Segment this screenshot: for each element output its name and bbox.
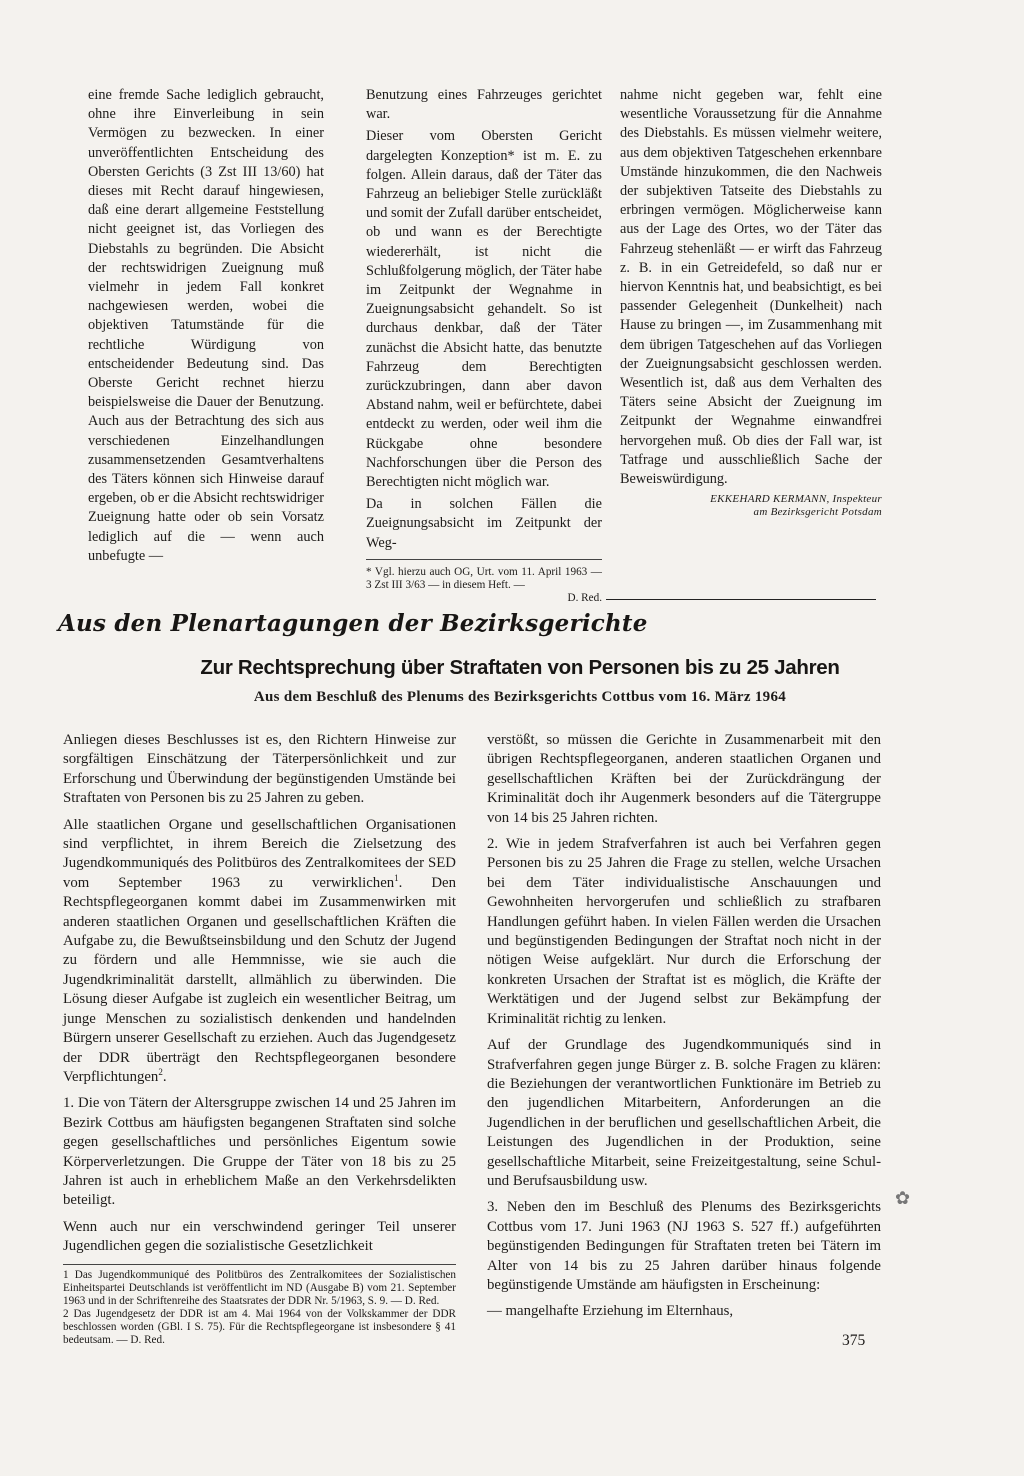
bottom-column-left [63, 731, 456, 1347]
footnote-editor-mark: D. Red. [567, 591, 602, 604]
footnotes [63, 1264, 456, 1347]
article-subtitle: Aus dem Beschluß des Plenums des Bezirksgerichts Cottbus vom 16. März 1964 [253, 689, 787, 705]
paragraph: 2. Wie in jedem Strafverfahren ist auch bei Verfahren gegen Personen bis zu 25 Jahren die Frage zu stellen, welche Ursachen bei dem Täter individualistische Anschauungen und Gewohnheiten hervorgerufen und schließlich zu strafbaren Handlungen geführt haben. In vielen Fällen werden die Ursachen und begünstigenden Bedingungen der Straftat noch nicht in der nötigen Weise aufgeklärt. Nur durch die Erforschung der konkreten Ursachen der Straftat ist es möglich, die Kräfte der Werktätigen und der Jugend selbst zur Bekämpfung der Kriminalität richtig zu lenken. [487, 836, 881, 1027]
article-title: Zur Rechtsprechung über Straftaten von Personen bis zu 25 Jahren [200, 656, 840, 679]
footnote-1: 1 Das Jugendkommuniqué des Politbüros des Zentralkomitees der Sozialistischen Einheitspartei Deutschlands ist veröffentlicht im ND (Ausgabe B) vom 21. September 1963 und in der Schriftenreihe des Staatsrates der DDR Nr. 5/1963, S. 9. — D. Red. [63, 1268, 456, 1307]
paragraph: nahme nicht gegeben war, fehlt eine wesentliche Voraussetzung für die Annahme des Diebstahls. Es müssen vielmehr weitere, aus dem objektiven Tatgeschehen erkennbare Umstände hinzukommen, die den Nachweis der subjektiven Tatseite des Diebstahls zu erbringen vermögen. Möglicherweise kann aus der Lage des Ortes, wo der Täter das Fahrzeug stehenläßt — er wirft das Fahrzeug z. B. in ein Getreidefeld, so daß nur er hiervon Kenntnis hat, und beabsichtigt, es bei passender Gelegenheit (Dunkelheit) nach Hause zu bringen —, im Zusammenhang mit dem übrigen Tatgeschehen auf das Vorliegen der Zueignungsabsicht geschlossen werden. Wesentlich ist, daß aus dem Verhalten des Täters seine Absicht der Zueignung im Zeitpunkt der Wegnahme einwandfrei hervorgehen muß. Ob dies der Fall war, ist Tatfrage und ausschließlich Sache der Beweiswürdigung. [620, 87, 882, 488]
paragraph: Anliegen dieses Beschlusses ist es, den Richtern Hinweise zur sorgfältigen Einschätzung der Täterpersönlichkeit und zur Erforschung und Überwindung der begünstigenden Umstände bei Straftaten von Personen bis zu 25 Jahren zu geben. [63, 732, 456, 807]
paragraph: Da in solchen Fällen die Zueignungsabsicht im Zeitpunkt der Weg- [366, 496, 602, 551]
paragraph: 3. Neben den im Beschluß des Plenums des Bezirksgerichts Cottbus vom 17. Juni 1963 (NJ 1963 S. 527 ff.) aufgeführten begünstigenden Bedingungen für Straftaten treten bei Tätern im Alter von 14 bis zu 25 Jahren darüber hinaus folgende begünstigende Umstände am häufigsten in Erscheinung: [487, 1199, 881, 1293]
bottom-column-right [487, 731, 881, 1329]
top-column-1 [88, 86, 324, 569]
footnote [366, 559, 602, 605]
author-affiliation: am Bezirksgericht Potsdam [753, 506, 882, 519]
footnote-text: * Vgl. hierzu auch OG, Urt. vom 11. April 1963 — 3 Zst III 3/63 — in diesem Heft. — [366, 565, 602, 591]
footnote-ref: 2 [158, 1066, 163, 1077]
paragraph: Benutzung eines Fahrzeuges gerichtet war. [366, 87, 602, 123]
paragraph: 1. Die von Tätern der Altersgruppe zwischen 14 und 25 Jahren im Bezirk Cottbus am häufigsten begangenen Straftaten sind solche gegen gesellschaftliches und persönliches Eigentum sowie Körperverletzungen. Die Gruppe der Täter von 18 bis zu 25 Jahren ist auch in erheblichem Maße an den Verkehrsdelikten beteiligt. [63, 1095, 456, 1209]
paragraph: — mangelhafte Erziehung im Elternhaus, [487, 1303, 734, 1320]
paragraph: Alle staatlichen Organe und gesellschaftlichen Organisationen sind verpflichtet, in ihrem Bereich die Zielsetzung des Jugendkommuniqués des Politbüros des Zentralkomitees der SED vom September 1963 zu verwirklichen$^1$. Den Rechtspflegeorganen kommt dabei im Zusammenwirken mit anderen staatlichen Organen und gesellschaftlichen Kräften die Aufgabe zu, die Bewußtseinsbildung und den Schutz der Jugend zu fördern und alle Hemmnisse, wie sie auch die Jugendkriminalität darstellt, allmählich zu überwinden. Die Lösung dieser Aufgabe ist zugleich ein wesentlicher Beitrag, um junge Menschen zu sozialistisch denkenden und handelnden Bürgern unserer Gesellschaft zu erziehen. Auch das Jugendgesetz der DDR überträgt den Rechtspflegeorganen besondere Verpflichtungen$^2$. [63, 816, 456, 1085]
author-name: EKKEHARD KERMANN, Inspekteur [710, 493, 882, 506]
footnote-ref: 1 [394, 872, 399, 883]
top-column-2 [366, 86, 602, 605]
author-signature [620, 493, 882, 519]
paragraph: eine fremde Sache lediglich gebraucht, ohne ihre Einverleibung in sein Vermögen zu bezwecken. In einer unveröffentlichten Entscheidung des Obersten Gerichts (3 Zst III 13/60) hat dieses mit Recht darauf hingewiesen, daß eine derart allgemeine Feststellung nicht geeignet ist, das Vorliegen des Diebstahls zu begründen. Die Absicht der rechtswidrigen Zueignung muß vielmehr in jedem Fall konkret nachgewiesen werden, wobei die objektiven Tatumstände für die rechtliche Würdigung von entscheidender Bedeutung sind. Das Oberste Gericht rechnet hierzu beispielsweise die Dauer der Benutzung. Auch aus der Betrachtung des sich aus verschiedenen Einzelhandlungen zusammensetzenden Gesamtverhaltens des Täters können sich Hinweise darauf ergeben, ob er die Absicht rechtswidriger Zueignung hatte oder ob sein Vorsatz lediglich auf die — wenn auch unbefugte — [88, 87, 324, 564]
paragraph: Wenn auch nur ein verschwindend geringer Teil unserer Jugendlichen gegen die sozialistische Gesetzlichkeit [63, 1218, 456, 1255]
section-rule [606, 599, 876, 600]
paragraph: verstößt, so müssen die Gerichte in Zusammenarbeit mit den übrigen Rechtspflegeorganen, anderen staatlichen Organen und gesellschaftlichen Kräften bei der Zurückdrängung der Kriminalität doch ihr Augenmerk besonders auf die Tätergruppe von 14 bis 25 Jahren richten. [487, 732, 881, 826]
section-heading: Aus den Plenartagungen der Bezirksgerichte [58, 610, 648, 637]
paragraph: Dieser vom Obersten Gericht dargelegten Konzeption* ist m. E. zu folgen. Allein daraus, daß der Täter das Fahrzeug an beliebiger Stelle zurückläßt und somit der Zufall darüber entscheidet, ob und wann es der Berechtigte wiedererhält, ist nicht die Schlußfolgerung möglich, der Täter habe im Zeitpunkt der Wegnahme in Zueignungsabsicht gehandelt. So ist durchaus denkbar, daß der Täter zunächst die Absicht hatte, das benutzte Fahrzeug dem Berechtigten zurückzubringen, dann aber davon Abstand nahm, weil er befürchtete, dabei entdeckt zu werden, oder weil ihm die Rückgabe ohne besondere Nachforschungen über die Person des Berechtigten nicht möglich war. [366, 128, 602, 491]
page-number: 375 [842, 1332, 866, 1349]
scan-mark-icon: ✿ [895, 1188, 911, 1208]
paragraph: Auf der Grundlage des Jugendkommuniqués sind in Strafverfahren gegen junge Bürger z. B. solche Fragen zu klären: die Beziehungen der verantwortlichen Funktionäre im Betrieb zu den jugendlichen Mitarbeitern, Anforderungen an die Jugendlichen in der beruflichen und gesellschaftlichen Arbeit, die Leistungen des Jugendlichen in der Produktion, seine gesellschaftliche Mitarbeit, seine Freizeitgestaltung, seine Schul- und Berufsausbildung usw. [487, 1037, 881, 1189]
footnote-2: 2 Das Jugendgesetz der DDR ist am 4. Mai 1964 von der Volkskammer der DDR beschlossen worden (GBl. I S. 75). Für die Rechtspflegeorgane ist insbesondere § 41 bedeutsam. — D. Red. [63, 1307, 456, 1346]
top-column-3 [620, 86, 882, 519]
